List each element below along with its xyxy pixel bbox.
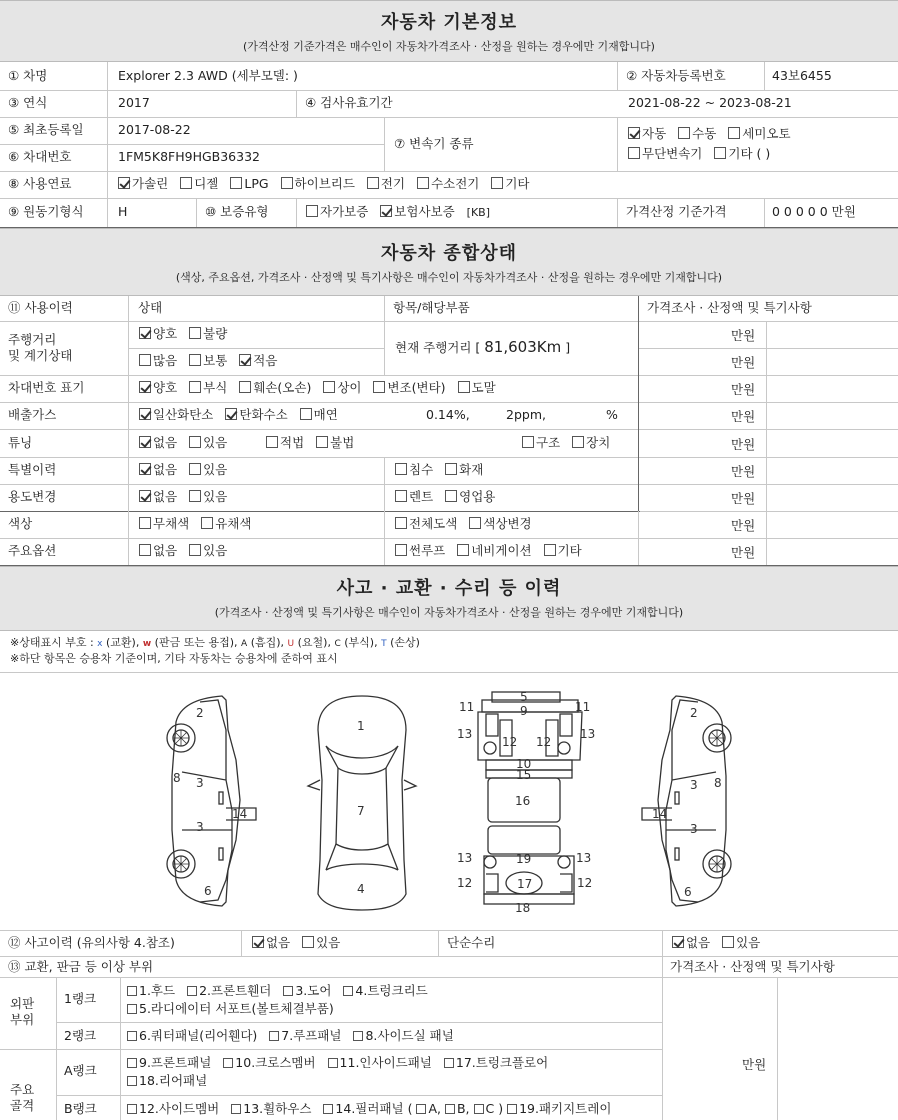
mileage-reading: 현재 주행거리 [ 81,603Km ] [395, 338, 571, 356]
right-num: 3 [690, 778, 698, 792]
options-exist-checkbox[interactable] [189, 544, 201, 556]
tuning-legal-options: 적법 불법 [266, 435, 354, 451]
smoke-checkbox[interactable] [300, 408, 312, 420]
car-name-label: ① 차명 [8, 68, 48, 83]
fire-checkbox[interactable] [445, 463, 457, 475]
transmission-row2: 무단변속기 기타 ( ) [628, 146, 770, 162]
accident-none-checkbox[interactable] [252, 936, 264, 948]
options-items: 썬루프 네비게이션 기타 [395, 543, 582, 559]
frame-num: 17 [517, 877, 533, 891]
warranty-label: ⑩ 보증유형 [205, 204, 269, 219]
frame-num: 13 [457, 851, 473, 865]
car-name-value: Explorer 2.3 AWD (세부모델: ) [118, 68, 298, 83]
reg-no-label: ② 자동차등록번호 [626, 68, 726, 83]
rank2-checkbox[interactable] [269, 1031, 279, 1041]
chromatic-checkbox[interactable] [201, 517, 213, 529]
emission-label: 배출가스 [8, 407, 57, 422]
rankA-checkbox[interactable] [444, 1058, 454, 1068]
rankA-checkbox[interactable] [328, 1058, 338, 1068]
full-paint-checkbox[interactable] [395, 517, 407, 529]
rank1-checkbox[interactable] [343, 986, 353, 996]
first-reg-label: ⑤ 최초등록일 [8, 122, 84, 137]
frame-num: 9 [520, 704, 528, 718]
rankB-label: B랭크 [64, 1101, 97, 1116]
engine-label: ⑨ 원동기형식 [8, 204, 84, 219]
gauge-bad-checkbox[interactable] [189, 327, 201, 339]
rank2-label: 2랭크 [64, 1028, 97, 1043]
frame-num: 12 [536, 735, 552, 749]
price-unit: 만원 [731, 491, 756, 506]
left-num: 8 [173, 771, 181, 785]
special-none-checkbox[interactable] [139, 463, 151, 475]
rank2-items: 6.쿼터패널(리어휀다) 7.루프패널 8.사이드실 패널 [127, 1028, 454, 1044]
fuel-options: 가솔린 디젤 LPG 하이브리드 전기 수소전기 기타 [118, 176, 530, 192]
right-side-car [642, 696, 731, 906]
trans-semi-checkbox[interactable] [728, 127, 740, 139]
trans-other-checkbox[interactable] [714, 147, 726, 159]
inspection-label: ④ 검사유효기간 [305, 95, 393, 110]
vin-mark-label: 차대번호 표기 [8, 380, 85, 395]
rank1-label: 1랭크 [64, 991, 97, 1006]
car-diagram [0, 680, 898, 930]
basic-info-title: 자동차 기본정보 [381, 12, 517, 33]
special-options: 없음 있음 [139, 462, 227, 478]
mileage-many-checkbox[interactable] [139, 354, 151, 366]
frame-num: 12 [577, 876, 593, 890]
tuning-type-options: 구조 장치 [522, 435, 610, 451]
tuning-legal-checkbox[interactable] [266, 436, 278, 448]
left-num: 14 [232, 807, 248, 821]
vin-theft-checkbox[interactable] [458, 381, 470, 393]
price-unit: 만원 [731, 518, 756, 533]
fuel-hydrogen-checkbox[interactable] [417, 177, 429, 189]
purpose-options: 없음 있음 [139, 489, 227, 505]
option-other-checkbox[interactable] [544, 544, 556, 556]
vin-label: ⑥ 차대번호 [8, 149, 72, 164]
color-options: 무채색 유채색 [139, 516, 251, 532]
warranty-self-checkbox[interactable] [306, 205, 318, 217]
rankB-checkbox[interactable] [231, 1104, 241, 1114]
status-legend: ※상태표시 부호 : x (교환), w (판금 또는 용접), A (흠집), U (요철), C (부식), T (손상) [10, 636, 420, 649]
vin-good-checkbox[interactable] [139, 381, 151, 393]
exchange-label: ⑬ 교환, 판금 등 이상 부위 [8, 959, 154, 974]
navigation-checkbox[interactable] [457, 544, 469, 556]
rankB-checkbox[interactable] [127, 1104, 137, 1114]
vin-diff-checkbox[interactable] [323, 381, 335, 393]
repair-options: 없음 있음 [672, 935, 760, 951]
first-reg-value: 2017-08-22 [118, 122, 191, 137]
rankA-items-b: 18.리어패널 [127, 1073, 207, 1089]
purpose-items: 렌트 영업용 [395, 489, 495, 505]
emission-hc-value: 2ppm, [506, 407, 546, 422]
trans-cvt-checkbox[interactable] [628, 147, 640, 159]
business-checkbox[interactable] [445, 490, 457, 502]
exchange-price-header: 가격조사 · 산정액 및 특기사항 [670, 959, 835, 974]
flood-checkbox[interactable] [395, 463, 407, 475]
frame-num: 18 [515, 901, 531, 915]
overall-title: 자동차 종합상태 [381, 243, 517, 264]
rankB-items: 12.사이드멤버 13.휠하우스 14.필러패널 ( A, B, C ) 19.패키지트레이 [127, 1101, 611, 1117]
price-unit: 만원 [731, 355, 756, 370]
accident-options: 없음 있음 [252, 935, 340, 951]
price-unit: 만원 [731, 409, 756, 424]
mileage-value: 81,603Km [484, 338, 562, 356]
options-none-checkbox[interactable] [139, 544, 151, 556]
inspection-value: 2021-08-22 ~ 2023-08-21 [628, 95, 792, 110]
right-num: 8 [714, 776, 722, 790]
vin-mark-options: 양호 부식 훼손(오손) 상이 변조(변타) 도말 [139, 380, 496, 396]
warranty-insurance-checkbox[interactable] [380, 205, 392, 217]
accident-label: ⑫ 사고이력 (유의사항 4.참조) [8, 935, 175, 950]
frame-num: 13 [580, 727, 596, 741]
tuning-none-checkbox[interactable] [139, 436, 151, 448]
trans-manual-checkbox[interactable] [678, 127, 690, 139]
rank1-checkbox[interactable] [127, 986, 137, 996]
color-label: 색상 [8, 516, 33, 531]
state-header: 상태 [138, 300, 163, 315]
special-label: 특별이력 [8, 462, 57, 477]
rankA-checkbox[interactable] [223, 1058, 233, 1068]
tuning-exist-checkbox[interactable] [189, 436, 201, 448]
frame-num: 13 [576, 851, 592, 865]
frame-num: 11 [459, 700, 475, 714]
warranty-options: 자가보증 보험사보증 [KB] [306, 204, 490, 221]
basic-info-header [0, 0, 898, 62]
special-items: 침수 화재 [395, 462, 483, 478]
vin-value: 1FM5K8FH9HGB36332 [118, 149, 260, 164]
vin-rust-checkbox[interactable] [189, 381, 201, 393]
top-num: 1 [357, 719, 365, 733]
accident-header [0, 566, 898, 631]
transmission-label: ⑦ 변속기 종류 [394, 136, 474, 151]
price-unit: 만원 [731, 464, 756, 479]
year-value: 2017 [118, 95, 150, 110]
overall-header [0, 228, 898, 296]
repair-exist-checkbox[interactable] [722, 936, 734, 948]
overall-subtitle: (색상, 주요옵션, 가격조사 · 산정액 및 특기사항은 매수인이 자동차가격조사 · 산정을 원하는 경우에만 기재합니다) [175, 271, 723, 284]
fuel-diesel-checkbox[interactable] [180, 177, 192, 189]
simple-repair-label: 단순수리 [447, 935, 496, 950]
top-num: 4 [357, 882, 365, 896]
items-header: 항목/해당부품 [393, 300, 470, 315]
gauge-state: 양호 불량 [139, 326, 227, 342]
rank1-checkbox[interactable] [283, 986, 293, 996]
emission-co-value: 0.14%, [426, 407, 470, 422]
rank1-checkbox[interactable] [187, 986, 197, 996]
emission-smoke-unit: % [606, 407, 618, 422]
engine-value: H [118, 204, 128, 219]
price-unit: 만원 [731, 328, 756, 343]
mileage-normal-checkbox[interactable] [189, 354, 201, 366]
fuel-lpg-checkbox[interactable] [230, 177, 242, 189]
tuning-structure-checkbox[interactable] [522, 436, 534, 448]
frame-num: 11 [575, 700, 591, 714]
top-view-numbers [357, 719, 365, 896]
frame-num: 10 [516, 757, 532, 771]
mileage-state: 많음 보통 적음 [139, 353, 277, 369]
fuel-gasoline-checkbox[interactable] [118, 177, 130, 189]
trans-auto-checkbox[interactable] [628, 127, 640, 139]
fuel-hybrid-checkbox[interactable] [281, 177, 293, 189]
frame-num: 15 [516, 768, 532, 782]
gauge-good-checkbox[interactable] [139, 327, 151, 339]
price-unit: 만원 [731, 437, 756, 452]
reg-no-value: 43보6455 [772, 68, 832, 83]
accident-title: 사고 · 교환 · 수리 등 이력 [336, 578, 562, 599]
color-items: 전체도색 색상변경 [395, 516, 532, 532]
tuning-label: 튜닝 [8, 435, 33, 450]
rank2-checkbox[interactable] [127, 1031, 137, 1041]
price-header: 가격조사 · 산정액 및 특기사항 [647, 300, 812, 315]
rank1-items-a: 1.후드 2.프론트휀더 3.도어 4.트렁크리드 [127, 983, 428, 999]
transmission-row1: 자동 수동 세미오토 [628, 126, 791, 142]
tuning-illegal-checkbox[interactable] [316, 436, 328, 448]
fuel-label: ⑧ 사용연료 [8, 176, 72, 191]
frame-num: 13 [457, 727, 473, 741]
exchange-price-unit: 만원 [742, 1057, 767, 1072]
mileage-label: 주행거리 및 계기상태 [8, 332, 73, 363]
tuning-device-checkbox[interactable] [572, 436, 584, 448]
basic-info-subtitle: (가격산정 기준가격은 매수인이 자동차가격조사 · 산정을 원하는 경우에만 기재합니다) [243, 40, 655, 53]
fuel-other-checkbox[interactable] [491, 177, 503, 189]
standard-note: ※하단 항목은 승용차 기준이며, 기타 자동차는 승용차에 준하여 표시 [10, 652, 338, 665]
left-num: 3 [196, 776, 204, 790]
vin-damage-checkbox[interactable] [239, 381, 251, 393]
options-state: 없음 있음 [139, 543, 227, 559]
left-num: 6 [204, 884, 212, 898]
price-basis-value: 0 0 0 0 0 만원 [772, 204, 856, 219]
purpose-exist-checkbox[interactable] [189, 490, 201, 502]
rent-checkbox[interactable] [395, 490, 407, 502]
left-num: 2 [196, 706, 204, 720]
mileage-few-checkbox[interactable] [239, 354, 251, 366]
rank2-checkbox[interactable] [353, 1031, 363, 1041]
repair-none-checkbox[interactable] [672, 936, 684, 948]
emission-options: 일산화탄소 탄화수소 매연 [139, 407, 338, 423]
rankB-checkbox[interactable] [323, 1104, 333, 1114]
frame-num: 12 [502, 735, 518, 749]
fuel-electric-checkbox[interactable] [367, 177, 379, 189]
frame-num: 12 [457, 876, 473, 890]
price-basis-label: 가격산정 기준가격 [626, 204, 727, 219]
co-checkbox[interactable] [139, 408, 151, 420]
tuning-options: 없음 있음 [139, 435, 227, 451]
price-unit: 만원 [731, 382, 756, 397]
frame-num: 19 [516, 852, 532, 866]
frame-num: 16 [515, 794, 531, 808]
outer-panel-label: 외판 부위 [10, 996, 35, 1027]
options-label: 주요옵션 [8, 543, 57, 558]
purpose-label: 용도변경 [8, 489, 57, 504]
color-change-checkbox[interactable] [469, 517, 481, 529]
hc-checkbox[interactable] [225, 408, 237, 420]
vin-alter-checkbox[interactable] [373, 381, 385, 393]
price-unit: 만원 [731, 545, 756, 560]
pillar-c-checkbox[interactable] [474, 1104, 484, 1114]
rankA-checkbox[interactable] [127, 1058, 137, 1068]
right-num: 3 [690, 822, 698, 836]
special-exist-checkbox[interactable] [189, 463, 201, 475]
top-num: 7 [357, 804, 365, 818]
accident-subtitle: (가격조사 · 산정액 및 특기사항은 매수인이 자동차가격조사 · 산정을 원하는 경우에만 기재합니다) [214, 606, 684, 619]
purpose-none-checkbox[interactable] [139, 490, 151, 502]
right-num: 14 [652, 807, 668, 821]
rank1-checkbox[interactable] [127, 1004, 137, 1014]
right-num: 2 [690, 706, 698, 720]
achromatic-checkbox[interactable] [139, 517, 151, 529]
history-header: ⑪ 사용이력 [8, 300, 73, 315]
main-frame-label: 주요 골격 [10, 1082, 35, 1113]
rankB-checkbox[interactable] [507, 1104, 517, 1114]
rankA-checkbox[interactable] [127, 1076, 137, 1086]
sunroof-checkbox[interactable] [395, 544, 407, 556]
rankA-items: 9.프론트패널 10.크로스멤버 11.인사이드패널 17.트렁크플로어 [127, 1055, 548, 1071]
left-num: 3 [196, 820, 204, 834]
pillar-a-checkbox[interactable] [416, 1104, 426, 1114]
right-num: 6 [684, 885, 692, 899]
pillar-b-checkbox[interactable] [445, 1104, 455, 1114]
left-side-car [167, 696, 256, 906]
accident-exist-checkbox[interactable] [302, 936, 314, 948]
rank1-items-b: 5.라디에이터 서포트(볼트체결부품) [127, 1001, 334, 1017]
frame-num: 5 [520, 690, 528, 704]
rankA-label: A랭크 [64, 1063, 97, 1078]
year-label: ③ 연식 [8, 95, 48, 110]
